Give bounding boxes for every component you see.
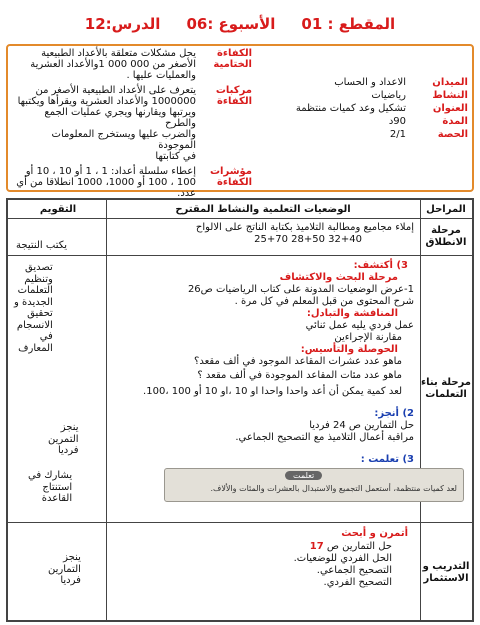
indicators-label: مؤشرات الكفاءة — [210, 166, 252, 188]
activity-value: رياضيات — [371, 90, 406, 101]
session-label: الحصة — [437, 129, 468, 140]
launch-line: إملاء مجاميع ومطالبة التلاميذ بكتابة الناتج على الالواح — [195, 222, 414, 233]
launch-evaluation: يكتب النتيجة — [16, 240, 68, 251]
stage-launch: مرحلة الانطلاق — [425, 225, 467, 248]
build-line: شرح المحتوى من قبل المعلم في كل مرة . — [234, 296, 414, 307]
practice-line: التصحيح الفردي. — [323, 577, 392, 588]
rule-box — [164, 468, 464, 502]
row-divider — [8, 218, 472, 219]
practice-line: التصحيح الجماعي. — [316, 565, 392, 576]
competencies — [12, 48, 252, 203]
activity-label: النشاط — [432, 90, 468, 101]
lesson-meta — [253, 76, 468, 141]
topic-label: العنوان — [432, 103, 468, 114]
final-competency — [12, 48, 252, 81]
apply-evaluation: ينجز التمرين فرديا — [48, 422, 79, 456]
indicators-line: إعطاء سلسلة أعداد: 1 ، 1 أو 10 ، 10 أو — [25, 166, 196, 177]
row-divider — [8, 255, 472, 256]
components-line: يتعرف على الأعداد الطبيعية الأصغر من — [35, 85, 196, 96]
header-situations: الوضعيات التعلمية والنشاط المقترح — [175, 203, 351, 215]
phase-summary: الحوصلة والتأسيس: — [300, 344, 398, 355]
header-evaluation: التقويم — [39, 203, 77, 215]
practice-page: 17 — [309, 541, 324, 552]
discover-heading: 3) أكتشف: — [353, 260, 408, 271]
final-competency-label: الكفاءة الختامية — [213, 48, 252, 70]
summary-question: لعد كمية يمكن أن أعد واحدا واحدا او 10 ،او 10 أو 100 ،100. — [143, 386, 402, 397]
topic-value: تشكيل وعد كميات منتظمة — [295, 103, 406, 114]
page-header — [4, 4, 476, 44]
practice-evaluation: ينجز التمارين فرديا — [48, 552, 81, 586]
competency-indicators — [12, 166, 252, 199]
apply-line: مراقبة أعمال التلاميذ مع التصحيح الجماعي. — [235, 432, 414, 443]
build-line: 1-عرض الوضعيات المدونة على كتاب الرياضيات ص26 — [187, 284, 414, 295]
learned-heading: 3) تعلمت : — [360, 454, 414, 465]
phase-discussion: المنافشة والتبادل: — [306, 308, 398, 319]
summary-question: ماهو عدد مئات المقاعد الموجودة في ألف مقعد ؟ — [197, 370, 402, 381]
components-line: ويرتبها ويقارنها ويجري عمليات الجمع والطرح — [44, 107, 196, 129]
apply-heading: 2) أنجز: — [374, 408, 414, 419]
lesson-number: الدرس:12 — [84, 15, 161, 33]
lesson-table — [6, 198, 474, 622]
components-line: في كتابتها — [155, 151, 196, 162]
domain-label: الميدان — [432, 77, 468, 88]
build-line: مقارنة الإجراءين — [334, 332, 402, 343]
session-value: 2/1 — [389, 129, 406, 140]
practice-line: حل التمارين ص 17 — [309, 541, 392, 552]
apply-line: حل التمارين ص 24 فرديا — [309, 420, 414, 431]
components-line: 1000000 والأعداد العشرية ويقرأها ويكتبها — [17, 96, 196, 107]
final-competency-line: الأصغر من 000 000 1والأعداد العشرية — [30, 59, 196, 70]
duration-label: المدة — [442, 116, 468, 127]
domain-value: الاعداد و الحساب — [334, 77, 406, 88]
practice-line: الحل الفردي للوضعيات. — [293, 553, 392, 564]
final-competency-line: يحل مشكلات متعلقة بالأعداد الطبيعية — [41, 48, 196, 59]
summary-question: ماهو عدد عشرات المقاعد الموجود في ألف مقعد؟ — [194, 356, 402, 367]
section-number: المقطع : 01 — [301, 15, 396, 33]
learned-evaluation: يشارك في استنتاج القاعدة — [28, 470, 73, 504]
components-line: والضرب عليها ويستخرج المعلومات الموجودة — [51, 129, 196, 151]
phase-research: مرحلة البحث والاكتشاف — [279, 272, 398, 283]
rule-tag: تعلمت — [285, 471, 322, 480]
rule-text: لعد كميات منتظمة، أستعمل التجميع والاستبدال بالعشرات والمئات والألاف. — [210, 484, 457, 493]
indicators-line: عدد. — [177, 188, 196, 199]
lesson-info-card — [6, 44, 474, 199]
competency-components — [12, 85, 252, 162]
indicators-line: 100 ، 100 أو 1000، 1000 انطلاقا من أي — [16, 177, 196, 188]
stage-practice: التدريب و الاستثمار — [422, 560, 470, 584]
row-divider — [8, 522, 472, 523]
header-stages: المراحل — [426, 203, 466, 215]
week-number: الأسبوع :06 — [186, 15, 276, 33]
stage-build: مرحلة بناء التعلمات — [421, 377, 471, 400]
duration-value: 90د — [388, 116, 406, 127]
build-evaluation: تصديق وتنظيم التعلمات الجديدة و تحقيق الانسجام في المعارف — [14, 262, 53, 354]
components-label: مركبات الكفاءة — [215, 85, 252, 107]
build-line: عمل فردي يليه عمل ثنائي — [305, 320, 414, 331]
final-competency-line: والعمليات عليها . — [126, 70, 196, 81]
practice-heading: أتمرن و أبحث — [341, 528, 408, 539]
launch-sums: 32+40 28+50 25+70 — [254, 234, 362, 245]
